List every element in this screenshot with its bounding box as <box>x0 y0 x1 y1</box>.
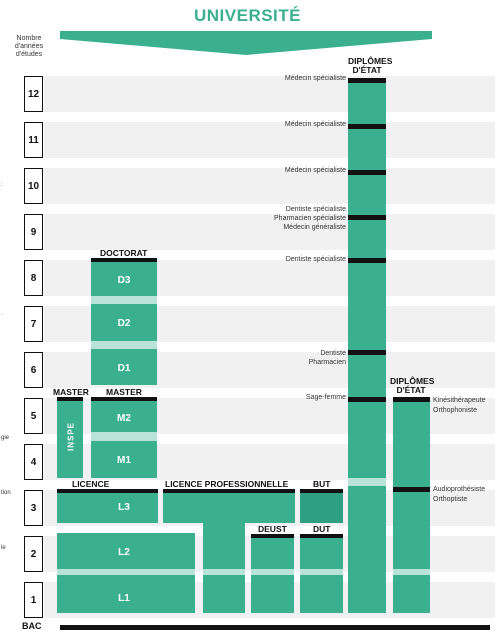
career-note: Médecin généraliste <box>283 224 346 231</box>
level-label-m2: M2 <box>117 413 131 424</box>
diplomes-etat-title: DIPLÔMES <box>348 56 393 66</box>
level-separator <box>393 569 430 575</box>
edge-fragment: · <box>1 312 3 318</box>
level-separator <box>91 432 157 441</box>
but-title: BUT <box>313 479 331 489</box>
diplomes-etat-bar <box>348 78 386 83</box>
diplomes-etat-column <box>393 397 430 613</box>
career-note: Dentiste spécialiste <box>285 256 346 263</box>
year-box: 4 <box>24 444 43 480</box>
year-box: 1 <box>24 582 43 618</box>
level-label-d2: D2 <box>117 318 131 329</box>
year-box: 5 <box>24 398 43 434</box>
exit-marker-bar <box>348 215 386 220</box>
diplomes-etat-title: D'ÉTAT <box>396 385 426 395</box>
university-funnel-arrow <box>60 31 432 57</box>
year-box: 7 <box>24 306 43 342</box>
career-note: Kinésithérapeute <box>433 397 486 404</box>
edge-fragment: : <box>1 182 3 188</box>
inspe-vertical-label: INSPE <box>66 422 76 452</box>
edge-fragment: tion <box>1 490 11 496</box>
year-box: 3 <box>24 490 43 526</box>
exit-marker-bar <box>348 350 386 355</box>
exit-marker-bar <box>348 258 386 263</box>
career-note: Pharmacien spécialiste <box>274 215 346 222</box>
diplomes-etat-title: DIPLÔMES <box>390 376 435 386</box>
licence-pro-title: LICENCE PROFESSIONNELLE <box>165 479 289 489</box>
doctorat-title: DOCTORAT <box>100 248 148 258</box>
year-box: 8 <box>24 260 43 296</box>
level-label-d3: D3 <box>117 275 131 286</box>
career-note: Orthophoniste <box>433 407 477 414</box>
exit-marker-bar <box>348 170 386 175</box>
exit-marker-bar <box>348 124 386 129</box>
bac-baseline <box>60 625 490 630</box>
year-box: 6 <box>24 352 43 388</box>
career-note: Médecin spécialiste <box>284 121 346 128</box>
career-note: Pharmacien <box>308 359 346 366</box>
year-box: 11 <box>24 122 43 158</box>
career-note: Orthoptiste <box>433 496 468 503</box>
dut-title: DUT <box>313 524 331 534</box>
dut-block <box>300 538 343 613</box>
year-box: 10 <box>24 168 43 204</box>
level-separator <box>348 478 386 486</box>
level-separator <box>91 296 157 304</box>
level-label-l3: L3 <box>118 502 130 513</box>
bac-label: BAC <box>22 621 42 631</box>
career-note: Médecin spécialiste <box>284 167 346 174</box>
year-box: 9 <box>24 214 43 250</box>
level-separator <box>91 341 157 349</box>
level-label-l2: L2 <box>118 547 130 558</box>
master-title: MASTER <box>106 387 142 397</box>
axis-title: Nombre d'années d'études <box>14 35 44 58</box>
deust-block <box>251 538 294 613</box>
level-label-l1: L1 <box>118 593 130 604</box>
exit-marker-bar <box>348 397 386 402</box>
diplomes-etat-bar <box>393 397 430 402</box>
career-note: Dentiste spécialiste <box>285 206 346 213</box>
career-note: Sage-femme <box>305 394 346 401</box>
licence-pro-pathway <box>203 523 245 613</box>
level-label-d1: D1 <box>117 363 131 374</box>
licence-title: LICENCE <box>72 479 110 489</box>
level-separator <box>251 569 294 575</box>
exit-marker-bar <box>393 487 430 492</box>
master-inspe-title: MASTER <box>53 387 89 397</box>
level-separator <box>57 569 195 575</box>
deust-title: DEUST <box>258 524 287 534</box>
career-note: Dentiste <box>320 350 346 357</box>
year-box: 12 <box>24 76 43 112</box>
licence-pro-block <box>163 493 295 523</box>
but-block <box>300 493 343 523</box>
level-label-m1: M1 <box>117 455 131 466</box>
year-box: 2 <box>24 536 43 572</box>
diplomes-etat-column <box>348 78 386 613</box>
edge-fragment: le <box>1 545 6 551</box>
level-separator <box>300 569 343 575</box>
level-separator <box>203 569 245 575</box>
career-note: Audioprothésiste <box>433 486 486 493</box>
edge-fragment: gie <box>1 435 10 441</box>
page-title: UNIVERSITÉ <box>193 6 302 25</box>
career-note: Médecin spécialiste <box>284 75 346 82</box>
diplomes-etat-title: D'ÉTAT <box>352 65 382 75</box>
